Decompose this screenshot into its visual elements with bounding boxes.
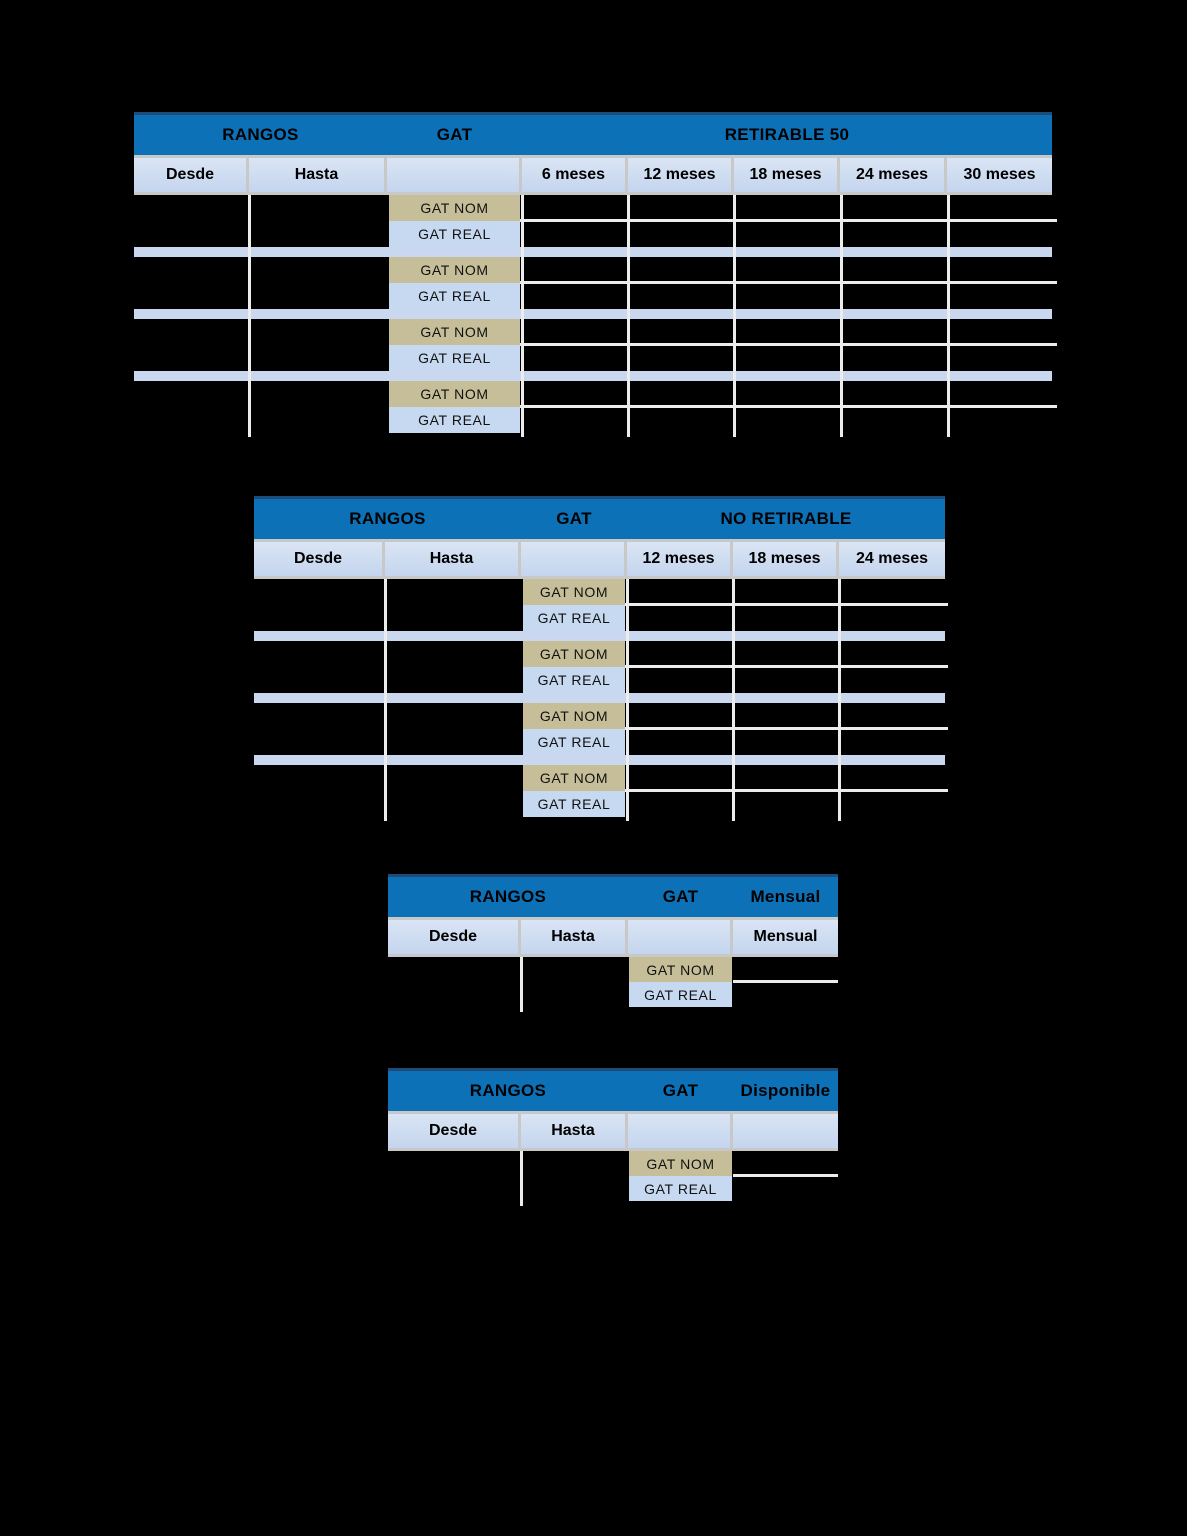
subheader-period: 18 meses (733, 542, 836, 576)
row-separator-band (254, 631, 945, 641)
gridline-vertical (248, 195, 251, 437)
gat-nom-cell: GAT NOM (389, 319, 520, 345)
row-separator-band (134, 247, 1052, 257)
gridline-vertical (947, 195, 950, 437)
subheader-desde: Desde (388, 920, 518, 954)
gridline-vertical (521, 195, 524, 437)
gat-nom-cell: GAT NOM (389, 257, 520, 283)
table-body (388, 1151, 838, 1201)
rate-range-group (388, 957, 838, 1009)
subheader-period: 6 meses (522, 158, 625, 192)
subheader-hasta: Hasta (385, 542, 518, 576)
subheader-desde: Desde (254, 542, 382, 576)
gridline-vertical (520, 957, 523, 1012)
header-product: RETIRABLE 50 (724, 125, 850, 144)
gat-nom-cell: GAT NOM (523, 579, 625, 605)
gridline-horizontal (520, 281, 1057, 284)
gat-real-cell: GAT REAL (523, 791, 625, 817)
table-header (388, 874, 838, 917)
header-gat: GAT (436, 125, 473, 144)
subheader-gat-blank (521, 542, 624, 576)
row-separator-band (254, 755, 945, 765)
gat-real-cell: GAT REAL (523, 729, 625, 755)
gat-nom-cell: GAT NOM (523, 641, 625, 667)
header-product: NO RETIRABLE (720, 509, 852, 528)
header-gat: GAT (556, 509, 592, 528)
subheader-period: 24 meses (839, 542, 945, 576)
subheader-desde: Desde (388, 1114, 518, 1148)
gridline-horizontal (625, 789, 948, 792)
gridline-vertical (732, 579, 735, 821)
subheader-period-blank (733, 1114, 838, 1148)
gridline-horizontal (520, 343, 1057, 346)
table-header (134, 112, 1052, 155)
subheader-period: 18 meses (734, 158, 837, 192)
gridline-horizontal (625, 727, 948, 730)
table-no-retirable (254, 496, 945, 817)
header-gat: GAT (662, 887, 699, 906)
subheader-period: 24 meses (840, 158, 944, 192)
gridline-horizontal (520, 219, 1057, 222)
gat-nom-cell: GAT NOM (629, 1151, 732, 1176)
table-disponible (388, 1068, 838, 1201)
subheader-hasta: Hasta (521, 920, 625, 954)
table-retirable-50 (134, 112, 1052, 433)
subheader-hasta: Hasta (249, 158, 384, 192)
header-rangos: RANGOS (469, 1081, 547, 1100)
subheader-period: 12 meses (627, 542, 730, 576)
gridline-vertical (384, 579, 387, 821)
subheader-period: 30 meses (947, 158, 1052, 192)
gridline-vertical (627, 195, 630, 437)
gat-real-cell: GAT REAL (629, 982, 732, 1007)
subheader-hasta: Hasta (521, 1114, 625, 1148)
gat-nom-cell: GAT NOM (389, 195, 520, 221)
gridline-horizontal (733, 1174, 838, 1177)
subheader-period: Mensual (733, 920, 838, 954)
subheader-row (134, 155, 1052, 195)
gridline-vertical (840, 195, 843, 437)
table-header (254, 496, 945, 539)
table-mensual (388, 874, 838, 1007)
row-separator-band (134, 309, 1052, 319)
header-product: Disponible (740, 1081, 831, 1100)
subheader-desde: Desde (134, 158, 246, 192)
subheader-gat-blank (628, 1114, 730, 1148)
gat-real-cell: GAT REAL (523, 667, 625, 693)
gridline-horizontal (625, 665, 948, 668)
subheader-row (388, 1111, 838, 1151)
table-body (134, 195, 1052, 433)
subheader-gat-blank (628, 920, 730, 954)
gat-real-cell: GAT REAL (389, 407, 520, 433)
header-rangos: RANGOS (469, 887, 547, 906)
rate-range-group (388, 1151, 838, 1203)
gat-nom-cell: GAT NOM (523, 765, 625, 791)
subheader-period: 12 meses (628, 158, 731, 192)
table-header (388, 1068, 838, 1111)
gridline-vertical (626, 579, 629, 821)
table-body (254, 579, 945, 817)
gridline-vertical (520, 1151, 523, 1206)
gridline-horizontal (520, 405, 1057, 408)
header-gat: GAT (662, 1081, 699, 1100)
gridline-vertical (733, 195, 736, 437)
gat-real-cell: GAT REAL (389, 283, 520, 309)
gat-real-cell: GAT REAL (389, 221, 520, 247)
gridline-horizontal (625, 603, 948, 606)
row-separator-band (254, 693, 945, 703)
subheader-row (254, 539, 945, 579)
gat-nom-cell: GAT NOM (523, 703, 625, 729)
gat-real-cell: GAT REAL (523, 605, 625, 631)
subheader-gat-blank (387, 158, 519, 192)
header-product: Mensual (750, 887, 821, 906)
header-rangos: RANGOS (349, 509, 426, 528)
gat-nom-cell: GAT NOM (389, 381, 520, 407)
gridline-horizontal (733, 980, 838, 983)
gat-real-cell: GAT REAL (629, 1176, 732, 1201)
table-body (388, 957, 838, 1007)
row-separator-band (134, 371, 1052, 381)
header-rangos: RANGOS (222, 125, 299, 144)
gat-nom-cell: GAT NOM (629, 957, 732, 982)
gat-real-cell: GAT REAL (389, 345, 520, 371)
subheader-row (388, 917, 838, 957)
gridline-vertical (838, 579, 841, 821)
